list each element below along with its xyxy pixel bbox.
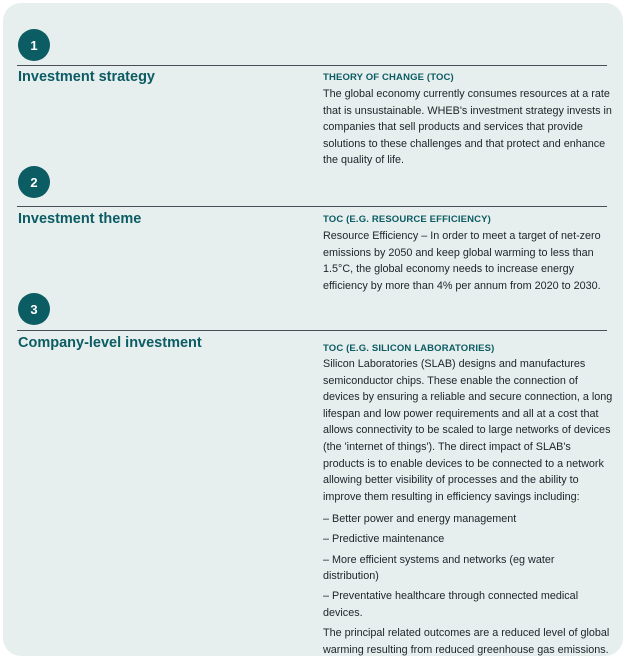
section-paragraph-3: Silicon Laboratories (SLAB) designs and manufactures semiconductor chips. These enable the connection of devices by ensuring a reliable and secure connection, a long lifespan and low power requirements and all at a cost that allows connectivity to be scaled to large networks of devices (the 'internet of things'). The direct impact of SLAB's products is to enable devices to be connected to a network allowing better visibility of processes and the ability to improve them resulting in efficiency savings including: xyxy=(323,358,613,503)
section-heading-3: Company-level investment xyxy=(18,335,202,351)
section-body-1 xyxy=(323,86,613,169)
step-badge-3: 3 xyxy=(18,293,50,325)
info-panel xyxy=(3,3,623,656)
section-paragraph-1: The global economy currently consumes resources at a rate that is unsustainable. WHEB's investment strategy invests in companies that sell products and services that provide solutions to these challenges and that protect and enhance the quality of life. xyxy=(323,88,612,167)
section-paragraph-2: Resource Efficiency – In order to meet a target of net-zero emissions by 2050 and keep global warming to less than 1.5°C, the global economy needs to increase energy efficiency by more than 4% per annum from 2020 to 2030. xyxy=(323,230,601,292)
list-item: – More efficient systems and networks (eg water distribution) xyxy=(323,553,555,583)
list-item: – Better power and energy management xyxy=(323,513,517,526)
section-heading-1: Investment strategy xyxy=(18,69,155,85)
section-body-2 xyxy=(323,228,613,294)
toc-label-2: TOC (E.G. RESOURCE EFFICIENCY) xyxy=(323,214,491,225)
section-heading-2: Investment theme xyxy=(18,211,142,227)
section-divider-2 xyxy=(17,206,607,207)
section-body-3 xyxy=(323,356,613,658)
section-closing-paragraph: The principal related outcomes are a reduced level of global warming resulting from reduced greenhouse gas emissions. xyxy=(323,626,610,656)
list-item: – Preventative healthcare through connected medical devices. xyxy=(323,590,579,619)
list-item: – Predictive maintenance xyxy=(323,533,445,546)
section-divider-1 xyxy=(17,65,607,66)
step-badge-1: 1 xyxy=(18,29,50,61)
section-divider-3 xyxy=(17,330,607,331)
toc-label-3: TOC (E.G. SILICON LABORATORIES) xyxy=(323,343,495,354)
step-badge-2: 2 xyxy=(18,166,50,198)
efficiency-savings-list xyxy=(323,511,613,621)
toc-label-1: THEORY OF CHANGE (TOC) xyxy=(323,72,454,83)
